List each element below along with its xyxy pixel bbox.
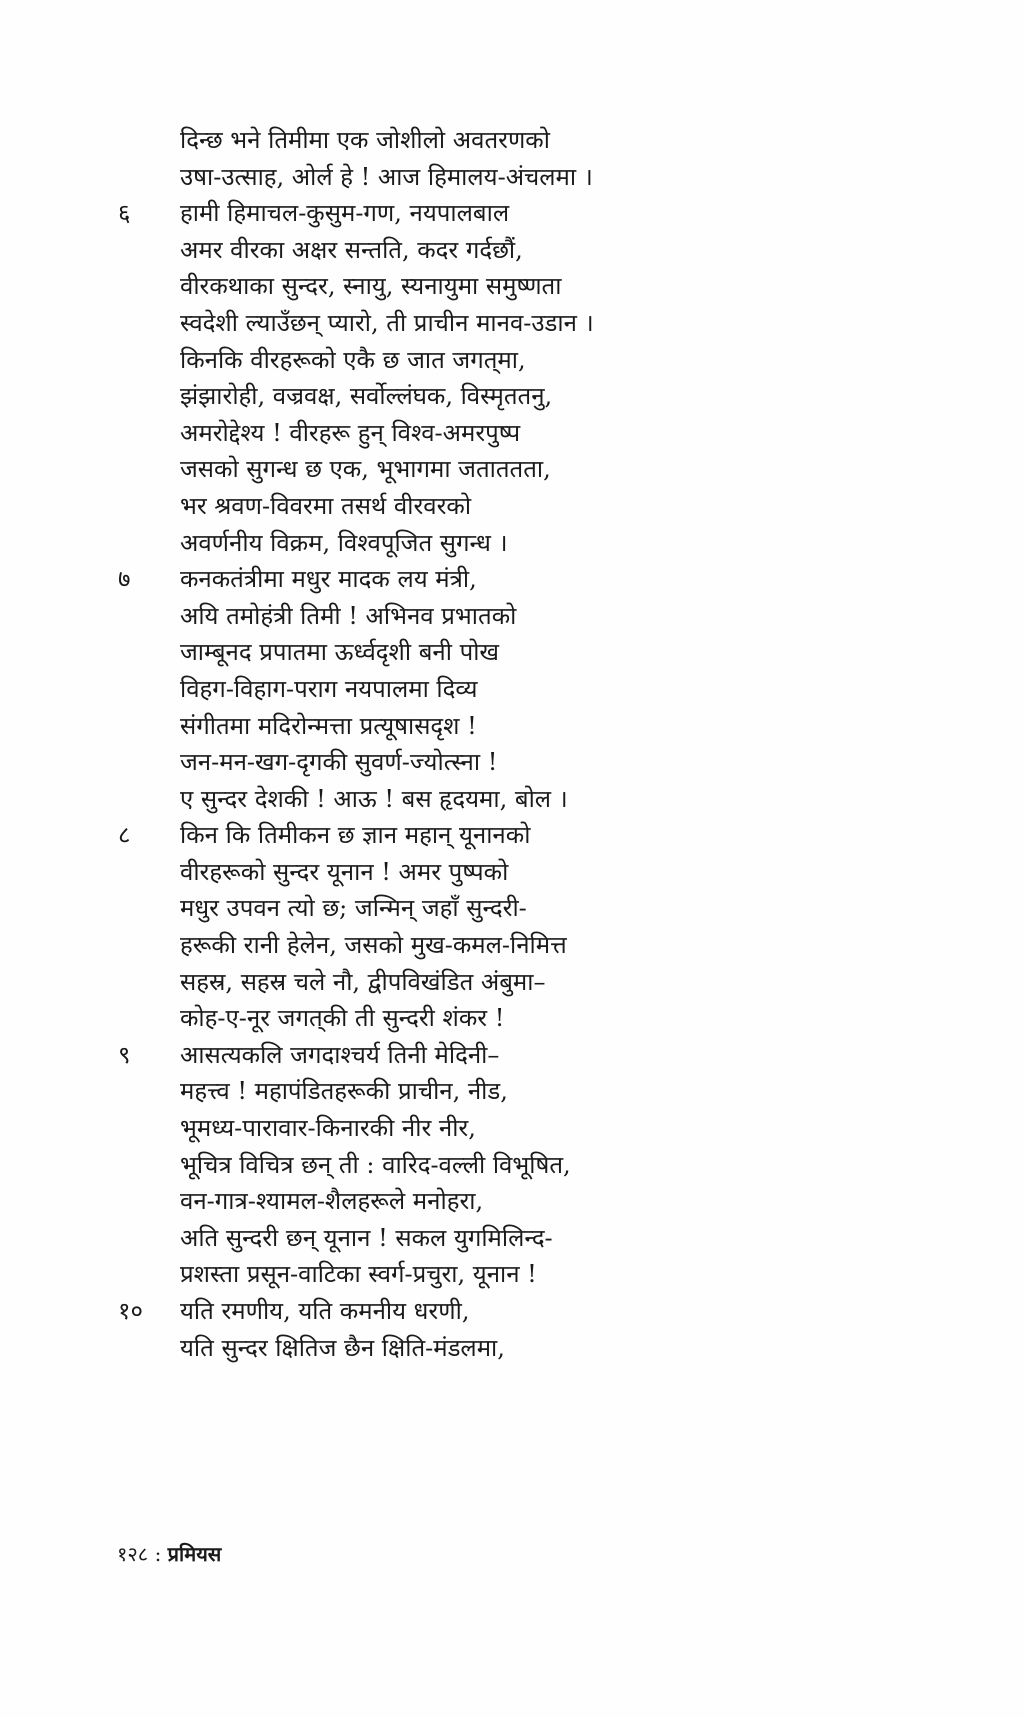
poem-line [122, 525, 842, 562]
poem-line [122, 927, 842, 964]
poem-line [122, 744, 842, 781]
footer-separator: : [154, 1542, 162, 1566]
poem-line-text: किन कि तिमीकन छ ज्ञान महान् यूनानको [180, 821, 531, 850]
poem-line [122, 1147, 842, 1184]
poem-line [122, 1110, 842, 1147]
poem-line-text: भूमध्य-पारावार-किनारकी नीर नीर, [180, 1114, 476, 1143]
page-number: १२८ [117, 1542, 149, 1566]
poem-line-text: स्वदेशी ल्याउँछन् प्यारो, ती प्राचीन मानव-उडान । [180, 308, 594, 337]
poem-line [122, 1330, 842, 1367]
poem-body [118, 122, 842, 1366]
poem-line-text: वीरकथाका सुन्दर, स्नायु, स्यनायुमा समुष्णता [180, 272, 562, 301]
poem-line [118, 195, 842, 232]
poem-line-text: यति रमणीय, यति कमनीय धरणी, [180, 1297, 470, 1325]
book-title: प्रमियस [167, 1542, 222, 1566]
poem-line [122, 1073, 842, 1110]
poem-line [122, 634, 842, 671]
poem-line-text: उषा-उत्साह, ओर्ल हे ! आज हिमालय-अंचलमा । [180, 162, 593, 191]
poem-line-text: जसको सुगन्ध छ एक, भूभागमा जताततता, [180, 455, 551, 484]
poem-line-text: कनकतंत्रीमा मधुर मादक लय मंत्री, [180, 565, 477, 594]
poem-line [122, 708, 842, 745]
poem-line-text: वीरहरूको सुन्दर यूनान ! अमर पुष्पको [180, 857, 509, 886]
poem-line-text: हामी हिमाचल-कुसुम-गण, नयपालबाल [180, 199, 510, 228]
poem-line [122, 964, 842, 1001]
poem-line [118, 561, 842, 598]
poem-line [122, 159, 842, 196]
poem-line-text: विहग-विहाग-पराग नयपालमा दिव्य [180, 674, 478, 703]
poem-line [122, 781, 842, 818]
poem-line [122, 378, 842, 415]
poem-line [118, 817, 842, 854]
poem-line-text: भर श्रवण-विवरमा तसर्थ वीरवरको [180, 491, 472, 520]
poem-line [122, 1000, 842, 1037]
poem-line-text: किनकि वीरहरूको एकै छ जात जगत्‌मा, [180, 345, 526, 374]
poem-line-text: अति सुन्दरी छन् यूनान ! सकल युगमिलिन्द- [180, 1223, 553, 1252]
stanza-number: ६ [118, 199, 131, 228]
poem-line-text: ए सुन्दर देशकी ! आऊ ! बस हृदयमा, बोल । [180, 784, 568, 813]
poem-line-text: झंझारोही, वज्रवक्ष, सर्वोल्लंघक, विस्मृततनु, [180, 382, 553, 411]
stanza-number: १० [118, 1297, 143, 1325]
poem-line [122, 671, 842, 708]
poem-line-text: संगीतमा मदिरोन्मत्ता प्रत्यूषासदृश ! [180, 711, 477, 740]
poem-line [122, 415, 842, 452]
poem-line [122, 890, 842, 927]
poem-line-text: आसत्यकलि जगदाश्चर्य तिनी मेदिनी– [180, 1040, 500, 1069]
page-footer [117, 1540, 221, 1568]
poem-line-text: महत्त्व ! महापंडितहरूकी प्राचीन, नीड, [180, 1077, 508, 1106]
poem-line [122, 1256, 842, 1293]
poem-line-text: जाम्बूनद प्रपातमा ऊर्ध्वदृशी बनी पोख [180, 638, 500, 667]
poem-line-text: अमर वीरका अक्षर सन्तति, कदर गर्दछौं, [180, 235, 523, 264]
poem-line [122, 451, 842, 488]
poem-line-text: दिन्छ भने तिमीमा एक जोशीलो अवतरणको [180, 126, 550, 154]
poem-line [122, 268, 842, 305]
poem-line-text: जन-मन-खग-दृगकी सुवर्ण-ज्योत्स्ना ! [180, 748, 498, 777]
poem-line-text: भूचित्र विचित्र छन् ती : वारिद-वल्ली विभूषित, [180, 1150, 571, 1179]
poem-line-text: यति सुन्दर क्षितिज छैन क्षिति-मंडलमा, [180, 1333, 505, 1362]
poem-line [122, 232, 842, 269]
poem-line [122, 854, 842, 891]
poem-line [122, 305, 842, 342]
poem-line-text: सहस्र, सहस्र चले नौ, द्वीपविखंडित अंबुमा– [180, 967, 546, 996]
poem-line [118, 1293, 842, 1330]
poem-line-text: कोह-ए-नूर जगत्‌की ती सुन्दरी शंकर ! [180, 1004, 505, 1033]
poem-line [122, 488, 842, 525]
stanza-number: ७ [118, 565, 131, 594]
stanza-number: ८ [118, 821, 131, 850]
poem-line [122, 1183, 842, 1220]
poem-line [122, 122, 842, 159]
poem-line-text: हरूकी रानी हेलेन, जसको मुख-कमल-निमित्त [180, 931, 567, 960]
poem-line-text: अवर्णनीय विक्रम, विश्वपूजित सुगन्ध । [180, 528, 508, 557]
poem-line [122, 598, 842, 635]
poem-line-text: मधुर उपवन त्यो छ; जन्मिन् जहाँ सुन्दरी- [180, 894, 527, 923]
poem-line [122, 1220, 842, 1257]
poem-line-text: प्रशस्ता प्रसून-वाटिका स्वर्ग-प्रचुरा, यूनान ! [180, 1260, 537, 1289]
poem-line-text: वन-गात्र-श्यामल-शैलहरूले मनोहरा, [180, 1187, 484, 1216]
stanza-number: ९ [118, 1040, 131, 1069]
poem-line [122, 342, 842, 379]
poem-line [118, 1037, 842, 1074]
poem-line-text: अमरोद्देश्य ! वीरहरू हुन् विश्व-अमरपुष्प [180, 418, 521, 447]
poem-line-text: अयि तमोहंत्री तिमी ! अभिनव प्रभातको [180, 601, 517, 630]
